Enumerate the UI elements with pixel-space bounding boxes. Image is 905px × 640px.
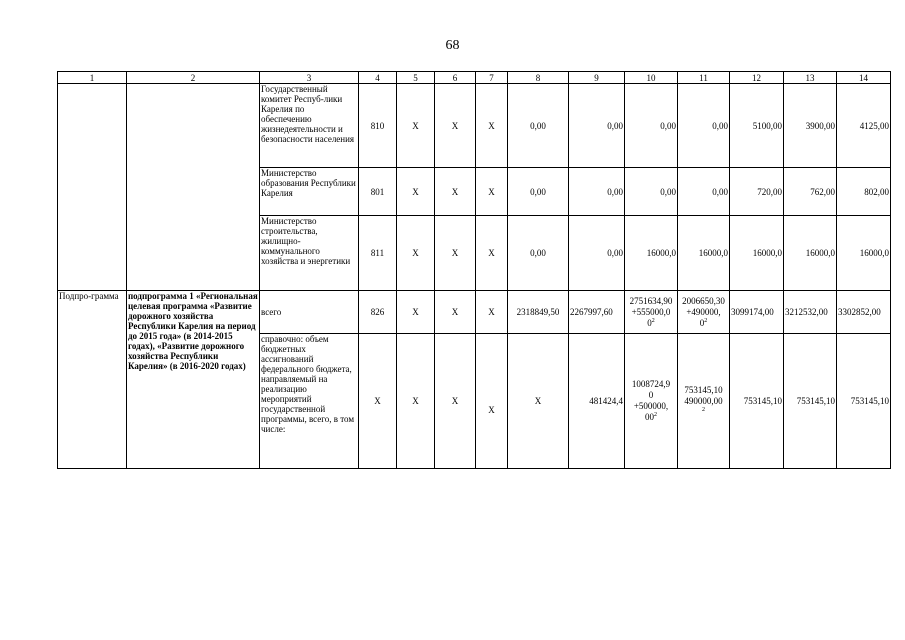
table-cell: 0,00 [569, 168, 625, 216]
header-cell: 13 [784, 72, 837, 84]
header-row [58, 72, 891, 84]
cell-line [679, 407, 728, 418]
cell-line [626, 412, 676, 423]
table-cell: 3302852,00 [837, 291, 891, 334]
cell-line-text: 0 [647, 317, 652, 328]
table-cell: 4125,00 [837, 84, 891, 168]
table-cell: Х [397, 84, 435, 168]
table-cell: 16000,0 [784, 216, 837, 291]
table-cell: Х [476, 291, 508, 334]
table-cell: 801 [359, 168, 397, 216]
table-cell: 810 [359, 84, 397, 168]
cell-line: 753145,10 [684, 384, 723, 395]
table-cell-multiline [678, 291, 730, 334]
table-cell-multiline [625, 334, 678, 469]
table-cell: 0,00 [678, 168, 730, 216]
header-cell: 8 [508, 72, 569, 84]
table-cell-multiline [625, 291, 678, 334]
table-cell: Х [435, 84, 476, 168]
table-cell: 0,00 [508, 216, 569, 291]
table-cell: 16000,0 [678, 216, 730, 291]
table-cell: Х [397, 216, 435, 291]
budget-table [57, 71, 891, 469]
footnote-mark: 2 [704, 317, 708, 324]
executor-cell: всего [260, 291, 359, 334]
table-cell: 3900,00 [784, 84, 837, 168]
table-cell: 753145,10 [837, 334, 891, 469]
header-cell: 2 [127, 72, 260, 84]
table-cell: 802,00 [837, 168, 891, 216]
table-row [58, 291, 891, 334]
table-cell: Х [508, 334, 569, 469]
table-cell: 3212532,00 [784, 291, 837, 334]
table-row [58, 84, 891, 168]
header-cell: 10 [625, 72, 678, 84]
table-cell-multiline [678, 334, 730, 469]
header-cell: 12 [730, 72, 784, 84]
table-cell: Х [476, 216, 508, 291]
footnote-mark: 2 [651, 317, 655, 324]
footnote-mark: 2 [702, 406, 705, 413]
header-cell: 6 [435, 72, 476, 84]
table-cell: 5100,00 [730, 84, 784, 168]
table-cell: 826 [359, 291, 397, 334]
cell-line: 2751634,90 [629, 295, 673, 306]
table-cell: 0,00 [678, 84, 730, 168]
cell-line: +500000, [633, 401, 669, 411]
table-cell: 753145,10 [784, 334, 837, 469]
cell-line: 490000,00 [684, 395, 723, 406]
subprogram-name-cell: подпрограмма 1 «Региональная целевая программа «Развитие дорожного хозяйства Республики Карелия на период до 2015 года» (в 2014-2015 годах), «Развитие дорожного хозяйства Республики Карелия» (в 2016-2020 годах) [127, 291, 260, 469]
table-cell: 481424,4 [569, 334, 625, 469]
header-cell: 3 [260, 72, 359, 84]
table-cell: 0,00 [508, 84, 569, 168]
table-cell: Х [435, 291, 476, 334]
page-number: 68 [445, 38, 460, 53]
header-cell: 7 [476, 72, 508, 84]
header-cell: 4 [359, 72, 397, 84]
cell-line [679, 318, 728, 329]
cell-line: 0 [648, 390, 654, 400]
table-cell: 0,00 [625, 168, 678, 216]
footnote-mark: 2 [654, 412, 657, 418]
table-cell: Х [435, 168, 476, 216]
table-cell: Х [397, 168, 435, 216]
header-cell: 5 [397, 72, 435, 84]
table-cell: 0,00 [508, 168, 569, 216]
cell-line: 1008724,9 [631, 379, 671, 389]
subprogram-type-cell: Подпро-грамма [58, 291, 127, 469]
cell-line: 2006650,30 [682, 295, 725, 306]
header-cell: 1 [58, 72, 127, 84]
cell-line-text: 0 [699, 317, 705, 328]
table-cell: 720,00 [730, 168, 784, 216]
executor-cell: Министерство строительства, жилищно-коммунального хозяйства и энергетики [260, 216, 359, 291]
table-cell: Х [359, 334, 397, 469]
table-cell: 2318849,50 [508, 291, 569, 334]
header-cell: 9 [569, 72, 625, 84]
cell-line: +555000,0 [631, 306, 671, 317]
table-cell: 811 [359, 216, 397, 291]
executor-cell: Министерство образования Республики Карелия [260, 168, 359, 216]
table-cell: 0,00 [569, 216, 625, 291]
table-cell: Х [435, 216, 476, 291]
table-cell: 16000,0 [625, 216, 678, 291]
table-cell: Х [476, 84, 508, 168]
table-cell: Х [476, 334, 508, 469]
table-cell: Х [397, 291, 435, 334]
header-cell: 11 [678, 72, 730, 84]
cell-line: +490000, [686, 306, 721, 317]
table-cell: 3099174,00 [730, 291, 784, 334]
table-cell: 0,00 [625, 84, 678, 168]
table-cell: 753145,10 [730, 334, 784, 469]
table-cell: 2267997,60 [569, 291, 625, 334]
table-cell: 762,00 [784, 168, 837, 216]
cell-line [626, 318, 676, 329]
table-cell: Х [435, 334, 476, 469]
empty-cell [127, 84, 260, 291]
header-cell: 14 [837, 72, 891, 84]
empty-cell [58, 84, 127, 291]
table-cell: Х [476, 168, 508, 216]
executor-cell: справочно: объем бюджетных ассигнований федерального бюджета, направляемый на реализацию мероприятий государственной программы, всего, в том числе: [260, 334, 359, 469]
cell-line-text: 00 [645, 412, 654, 422]
table-cell: Х [397, 334, 435, 469]
executor-cell: Государственный комитет Респуб-лики Карелия по обеспечению жизнедеятельности и безопасности населения [260, 84, 359, 168]
table-cell: 16000,0 [837, 216, 891, 291]
table-cell: 0,00 [569, 84, 625, 168]
table-cell: 16000,0 [730, 216, 784, 291]
